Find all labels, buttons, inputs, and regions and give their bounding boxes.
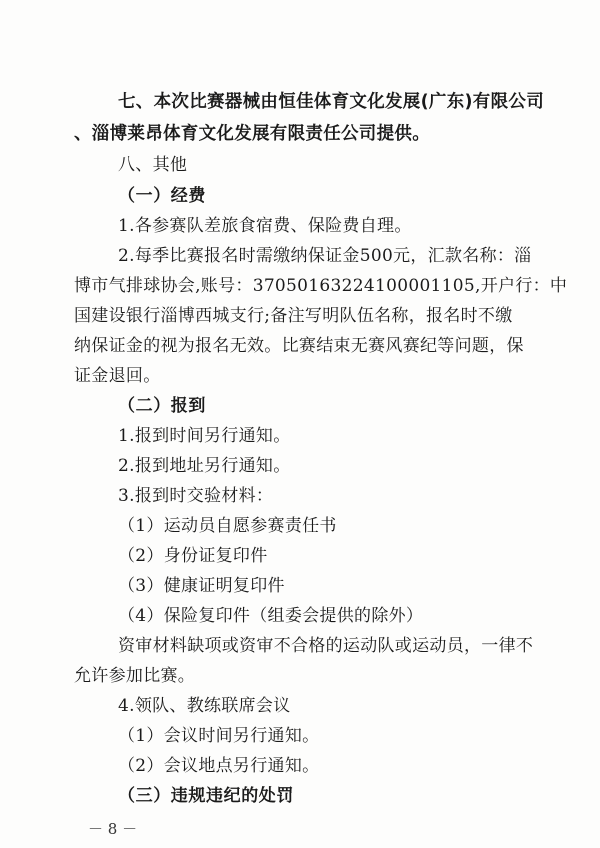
sub1-title: （一）经费 (118, 186, 206, 206)
sub2-note-l1: 资审材料缺项或资审不合格的运动队或运动员，一律不 (118, 636, 534, 656)
sub1-p2-l3: 国建设银行淄博西城支行;备注写明队伍名称，报名时不缴 (74, 306, 513, 326)
item8-title: 八、其他 (118, 155, 188, 175)
sub2-note-l2: 允许参加比赛。 (74, 666, 196, 686)
sub1-p2-l1: 2.每季比赛报名时需缴纳保证金500元，汇款名称：淄 (118, 246, 532, 266)
sub2-p3-c: （3）健康证明复印件 (118, 576, 285, 596)
item7-line1: 七、本次比赛器械由恒佳体育文化发展(广东)有限公司 (118, 92, 544, 112)
sub2-p4-a: （1）会议时间另行通知。 (118, 726, 320, 746)
sub2-p3-b: （2）身份证复印件 (118, 546, 268, 566)
sub2-p4-b: （2）会议地点另行通知。 (118, 756, 320, 776)
sub2-p3-d: （4）保险复印件（组委会提供的除外） (118, 606, 424, 626)
sub2-p3-a: （1）运动员自愿参赛责任书 (118, 516, 337, 536)
item7-line2: 、淄博莱昂体育文化发展有限责任公司提供。 (74, 124, 430, 144)
sub2-p1: 1.报到时间另行通知。 (118, 426, 291, 446)
sub2-title: （二）报到 (118, 396, 206, 416)
sub2-p2: 2.报到地址另行通知。 (118, 456, 291, 476)
sub2-p3: 3.报到时交验材料： (118, 486, 274, 506)
sub2-p4: 4.领队、教练联席会议 (118, 696, 291, 716)
sub1-p2-l4: 纳保证金的视为报名无效。比赛结束无赛风赛纪等问题，保 (74, 336, 524, 356)
sub1-p1: 1.各参赛队差旅食宿费、保险费自理。 (118, 216, 412, 236)
page-number: － 8 － (88, 820, 138, 838)
sub1-p2-l2: 博市气排球协会,账号：37050163224100001105,开户行：中 (74, 276, 568, 296)
sub3-title: （三）违规违纪的处罚 (118, 786, 294, 806)
sub1-p2-l5: 证金退回。 (74, 366, 161, 386)
